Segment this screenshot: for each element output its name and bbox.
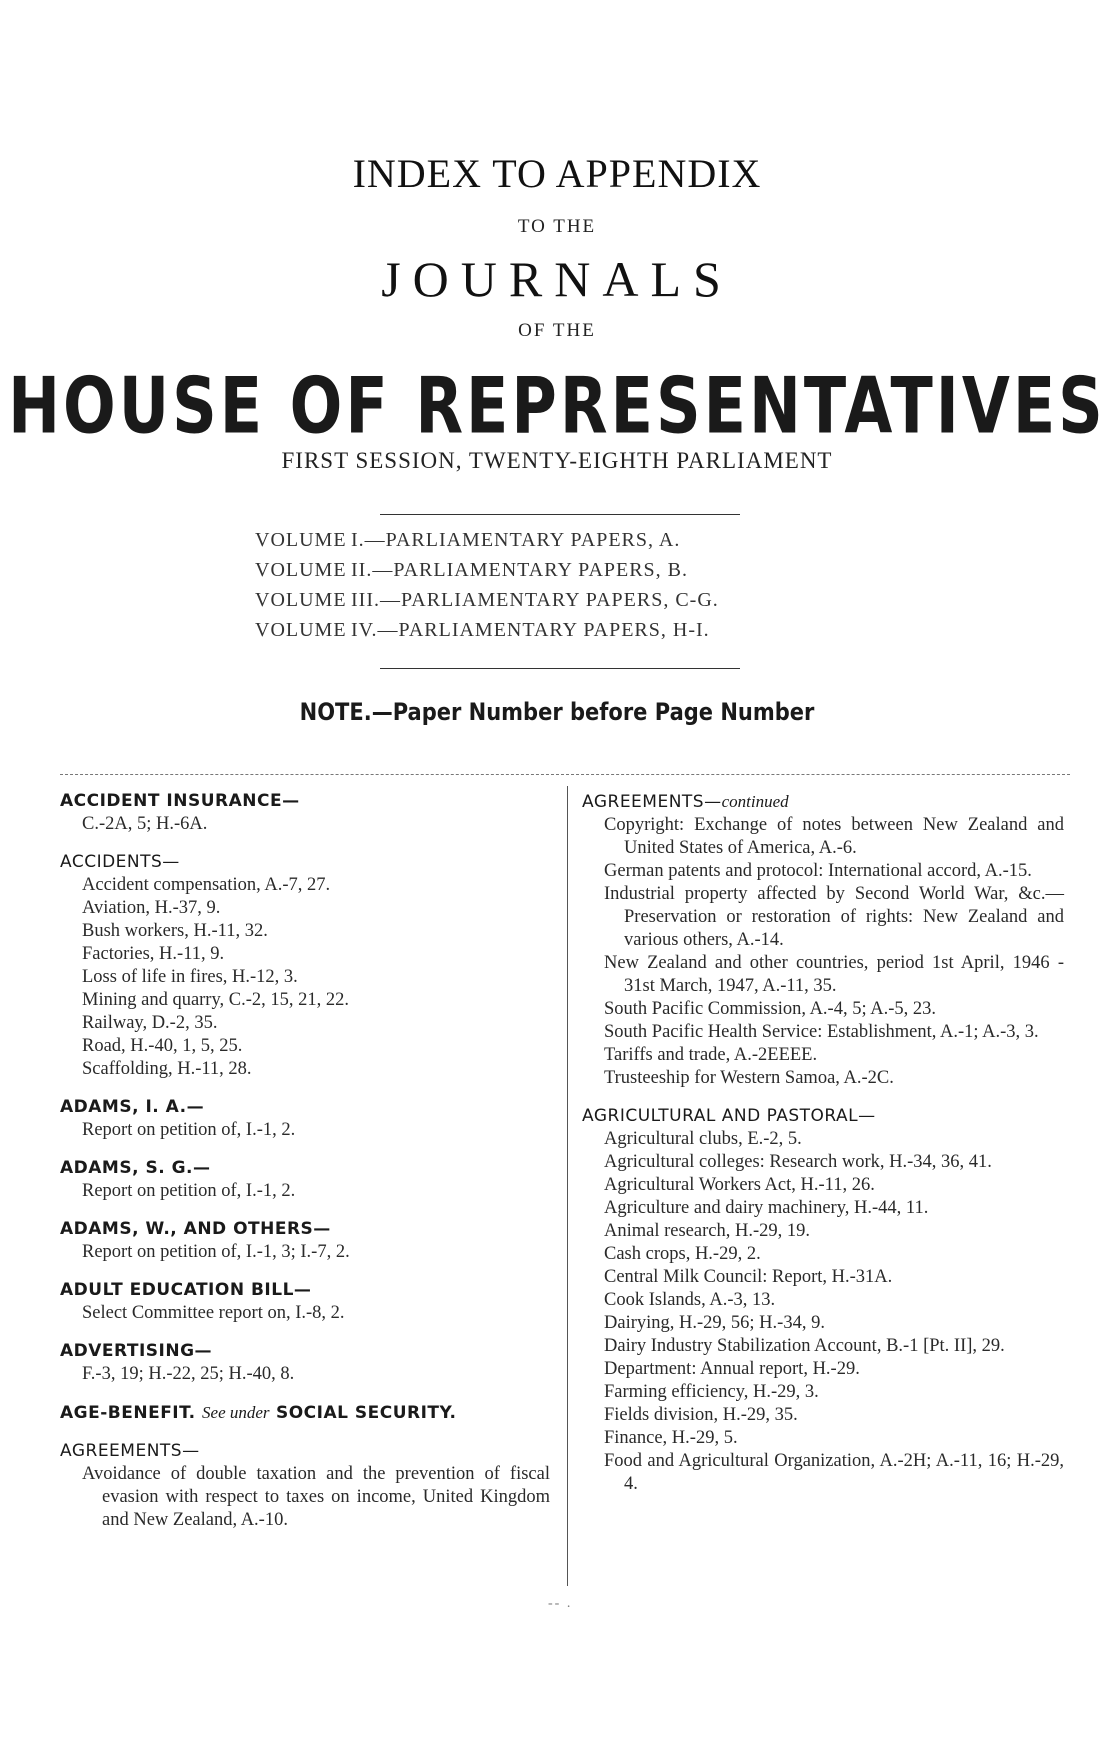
index-entry bbox=[60, 1157, 550, 1203]
index-entry bbox=[582, 1105, 1064, 1496]
volume-row: VOLUME II.—PARLIAMENTARY PAPERS, B. bbox=[255, 559, 689, 581]
index-subentry: Copyright: Exchange of notes between New Zealand and United States of America, A.-6. bbox=[604, 815, 1064, 858]
index-subentry: Tariffs and trade, A.-2EEEE. bbox=[604, 1045, 818, 1065]
index-subentry: Road, H.-40, 1, 5, 25. bbox=[82, 1036, 243, 1056]
index-entry bbox=[60, 1096, 550, 1142]
index-subentry: Agricultural Workers Act, H.-11, 26. bbox=[604, 1175, 875, 1195]
index-heading: AGREEMENTS— bbox=[60, 1441, 200, 1461]
index-heading: ADAMS, S. G.— bbox=[60, 1158, 211, 1178]
index-subentry: Scaffolding, H.-11, 28. bbox=[82, 1059, 252, 1079]
index-subentry: Farming efficiency, H.-29, 3. bbox=[604, 1382, 819, 1402]
index-entry bbox=[60, 1218, 550, 1264]
volumes-top-rule bbox=[380, 514, 740, 515]
index-heading: ADULT EDUCATION BILL— bbox=[60, 1280, 312, 1300]
index-heading: ADAMS, I. A.— bbox=[60, 1097, 205, 1117]
index-subentry: Avoidance of double taxation and the prevention of fiscal evasion with respect to taxes on income, United Kingdom and New Zealand, A.-10. bbox=[82, 1464, 550, 1530]
index-entry bbox=[60, 1440, 550, 1532]
index-entry bbox=[60, 790, 550, 836]
index-subentry: Agriculture and dairy machinery, H.-44, 11. bbox=[604, 1198, 929, 1218]
title-to-the: TO THE bbox=[517, 216, 597, 237]
title-of-the: OF THE bbox=[518, 320, 596, 341]
volume-row: VOLUME I.—PARLIAMENTARY PAPERS, A. bbox=[255, 529, 681, 551]
right-column bbox=[582, 790, 1064, 1511]
index-entry bbox=[60, 1279, 550, 1325]
index-subentry: Dairy Industry Stabilization Account, B.-1 [Pt. II], 29. bbox=[604, 1336, 1005, 1356]
volumes-list bbox=[255, 525, 875, 645]
index-subentry: South Pacific Commission, A.-4, 5; A.-5, 23. bbox=[604, 999, 936, 1019]
index-subentry: Department: Annual report, H.-29. bbox=[604, 1359, 860, 1379]
index-subentry: Cook Islands, A.-3, 13. bbox=[604, 1290, 776, 1310]
title-journals: JOURNALS bbox=[381, 251, 733, 307]
page-folio: -- . bbox=[548, 1596, 573, 1611]
index-subentry: Bush workers, H.-11, 32. bbox=[82, 921, 268, 941]
index-subentry: Accident compensation, A.-7, 27. bbox=[82, 875, 331, 895]
index-subentry: Report on petition of, I.-1, 2. bbox=[82, 1181, 296, 1201]
index-subentry: South Pacific Health Service: Establishment, A.-1; A.-3, 3. bbox=[604, 1022, 1039, 1042]
index-subentry: Mining and quarry, C.-2, 15, 21, 22. bbox=[82, 990, 350, 1010]
index-subentry: Central Milk Council: Report, H.-31A. bbox=[604, 1267, 893, 1287]
section-divider bbox=[60, 774, 1070, 775]
index-entry bbox=[60, 1340, 550, 1386]
session-line: FIRST SESSION, TWENTY-EIGHTH PARLIAMENT bbox=[281, 448, 833, 473]
title-house-of-representatives: HOUSE OF REPRESENTATIVES bbox=[8, 360, 1106, 452]
index-subentry: Fields division, H.-29, 35. bbox=[604, 1405, 798, 1425]
index-heading: AGE-BENEFIT. See under SOCIAL SECURITY. bbox=[60, 1403, 457, 1423]
index-subentry: Select Committee report on, I.-8, 2. bbox=[82, 1303, 345, 1323]
index-heading: AGREEMENTS—continued bbox=[582, 792, 789, 812]
index-subentry: Industrial property affected by Second World War, &c.—Preservation or restoration of rights: New Zealand and various others, A.-14. bbox=[604, 884, 1064, 950]
index-entry bbox=[60, 851, 550, 1081]
index-subentry: Agricultural colleges: Research work, H.-34, 36, 41. bbox=[604, 1152, 992, 1172]
index-subentry: Factories, H.-11, 9. bbox=[82, 944, 225, 964]
index-subentry: Cash crops, H.-29, 2. bbox=[604, 1244, 761, 1264]
index-subentry: Report on petition of, I.-1, 3; I.-7, 2. bbox=[82, 1242, 350, 1262]
volume-row: VOLUME III.—PARLIAMENTARY PAPERS, C-G. bbox=[255, 589, 719, 611]
index-subentry: Dairying, H.-29, 56; H.-34, 9. bbox=[604, 1313, 825, 1333]
index-heading: ACCIDENT INSURANCE— bbox=[60, 791, 300, 811]
index-entry bbox=[582, 790, 1064, 1090]
index-subentry: Food and Agricultural Organization, A.-2H; A.-11, 16; H.-29, 4. bbox=[604, 1451, 1064, 1494]
index-subentry: Agricultural clubs, E.-2, 5. bbox=[604, 1129, 802, 1149]
index-subentry: Railway, D.-2, 35. bbox=[82, 1013, 218, 1033]
index-subentry: C.-2A, 5; H.-6A. bbox=[82, 814, 208, 834]
index-subentry: German patents and protocol: International accord, A.-15. bbox=[604, 861, 1032, 881]
title-index-to-appendix: INDEX TO APPENDIX bbox=[352, 151, 762, 196]
continued-label: continued bbox=[721, 792, 789, 811]
index-heading: ACCIDENTS— bbox=[60, 852, 180, 872]
index-subentry: Finance, H.-29, 5. bbox=[604, 1428, 738, 1448]
index-entry bbox=[60, 1401, 550, 1425]
volume-row: VOLUME IV.—PARLIAMENTARY PAPERS, H-I. bbox=[255, 619, 710, 641]
volumes-bottom-rule bbox=[380, 668, 740, 669]
note-line: NOTE.—Paper Number before Page Number bbox=[299, 698, 815, 726]
index-subentry: New Zealand and other countries, period 1st April, 1946 - 31st March, 1947, A.-11, 35. bbox=[604, 953, 1064, 996]
index-subentry: Report on petition of, I.-1, 2. bbox=[82, 1120, 296, 1140]
see-under-label: See under bbox=[202, 1403, 270, 1422]
index-subentry: F.-3, 19; H.-22, 25; H.-40, 8. bbox=[82, 1364, 295, 1384]
index-subentry: Loss of life in fires, H.-12, 3. bbox=[82, 967, 298, 987]
column-divider bbox=[567, 786, 568, 1586]
index-heading: ADAMS, W., AND OTHERS— bbox=[60, 1219, 331, 1239]
index-subentry: Animal research, H.-29, 19. bbox=[604, 1221, 811, 1241]
index-heading: AGRICULTURAL AND PASTORAL— bbox=[582, 1106, 876, 1126]
index-subentry: Aviation, H.-37, 9. bbox=[82, 898, 221, 918]
index-heading: ADVERTISING— bbox=[60, 1341, 213, 1361]
index-subentry: Trusteeship for Western Samoa, A.-2C. bbox=[604, 1068, 894, 1088]
left-column bbox=[60, 790, 550, 1547]
see-target: SOCIAL SECURITY. bbox=[275, 1403, 457, 1423]
